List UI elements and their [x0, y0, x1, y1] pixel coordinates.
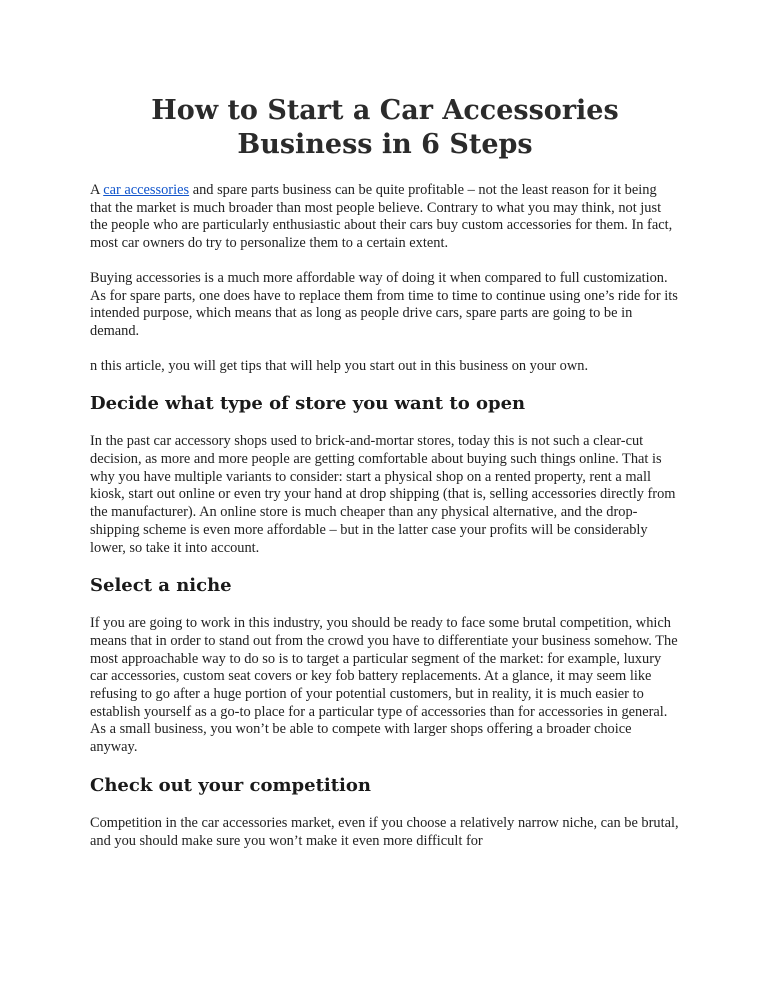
- section-body-competition: Competition in the car accessories market, even if you choose a relatively narrow niche, can be brutal, and you should make sure you won’t make it even more difficult for: [90, 814, 679, 849]
- document-title: How to Start a Car Accessories Business in 6 Steps: [151, 95, 619, 160]
- section-body-store-type: In the past car accessory shops used to brick-and-mortar stores, today this is not such a clear-cut decision, as more and more people are getting comfortable about buying such things online. That is why you have multiple variants to consider: start a physical shop on a rented property, rent a mall kiosk, start out online or even try your hand at drop shipping (that is, selling accessories directly from the manufacturer). An online store is much cheaper than any physical alternative, and the drop-shipping scheme is even more affordable – but in the latter case your profits will be considerably lower, so take it into account.: [90, 433, 676, 556]
- section-body-niche: If you are going to work in this industry, you should be ready to face some brutal competition, which means that in order to stand out from the crowd you have to differentiate your business somehow. The most approachable way to do so is to target a particular segment of the market: for example, luxury car accessories, custom seat covers or key fob battery replacements. At a glance, it may seem like refusing to go after a huge portion of your potential customers, but in reality, it is much easier to establish yourself as a go-to place for a particular type of accessories than for accessories in general. As a small business, you won’t be able to compete with larger shops offering a broader choice anyway.: [90, 615, 678, 756]
- car-accessories-link[interactable]: car accessories: [103, 182, 190, 198]
- intro-text: and spare parts business can be quite profitable – not the least reason for it being that the market is much broader than most people believe. Contrary to what you may think, not just the people who are particularly enthusiastic about their cars buy custom accessories for them. In fact, most car owners do try to personalize them to a certain extent.: [90, 182, 673, 252]
- intro-prefix: A: [90, 182, 104, 198]
- paragraph-3: n this article, you will get tips that will help you start out in this business on your own.: [90, 357, 589, 374]
- section-heading-niche: Select a niche: [90, 575, 232, 597]
- section-heading-competition: Check out your competition: [90, 774, 371, 796]
- intro-paragraph: [90, 182, 680, 253]
- paragraph-2: Buying accessories is a much more affordable way of doing it when compared to full customization. As for spare parts, one does have to replace them from time to time to continue using one’s ride for its intended purpose, which means that as long as people drive cars, spare parts are going to be in demand.: [90, 269, 678, 339]
- document-page: [90, 94, 680, 850]
- section-heading-store-type: Decide what type of store you want to open: [90, 393, 526, 415]
